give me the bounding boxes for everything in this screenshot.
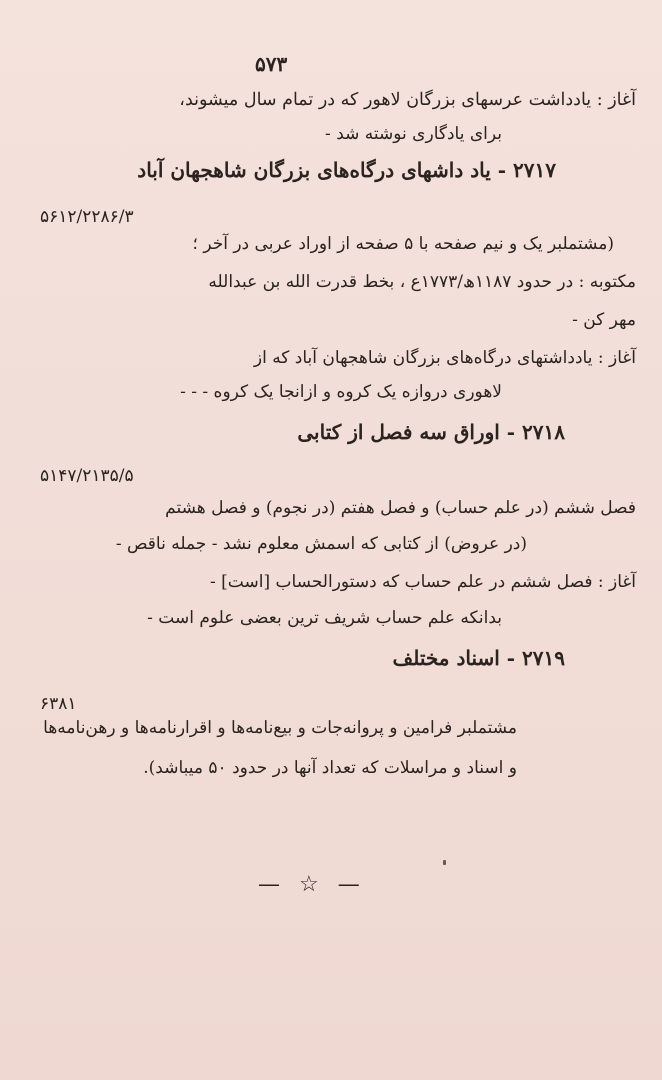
text-line: مهر کن - — [572, 310, 636, 330]
text-line: (در عروض) از کتابی که اسمش معلوم نشد - جمله ناقص - — [115, 534, 527, 554]
shelf-number: ۵۶۱۲/۲۲۸۶/۳ — [40, 207, 134, 227]
description-line: (مشتملبر یک و نیم صفحه با ۵ صفحه از اوراد عربی در آخر ؛ — [192, 234, 614, 254]
star-ornament: — ☆ — — [258, 872, 366, 897]
ink-speck — [443, 860, 446, 865]
entry-heading: ۲۷۱۸ - اوراق سه فصل از کتابی — [297, 420, 565, 444]
description-line: فصل ششم (در علم حساب) و فصل هفتم (در نجوم) و فصل هشتم — [165, 498, 636, 518]
incipit-line: آغاز : یادداشت عرسهای بزرگان لاهور که در تمام سال میشوند، — [179, 90, 636, 110]
text-line: برای یادگاری نوشته شد - — [325, 124, 502, 144]
incipit-line: آغاز : یادداشتهای درگاه‌های بزرگان شاهجهان آباد که از — [253, 348, 636, 368]
shelf-number: ۵۱۴۷/۲۱۳۵/۵ — [40, 466, 134, 486]
incipit-line: آغاز : فصل ششم در علم حساب که دستورالحساب [است] - — [210, 572, 636, 592]
description-line: مشتملبر فرامین و پروانه‌جات و بیع‌نامه‌ها و اقرارنامه‌ها و رهن‌نامه‌ها — [43, 718, 517, 738]
entry-heading: ۲۷۱۷ - یاد داشهای درگاه‌های بزرگان شاهجهان آباد — [137, 158, 556, 182]
text-line: بدانکه علم حساب شریف ترین بعضی علوم است - — [147, 608, 502, 628]
page-number: ۵۷۳ — [255, 52, 288, 76]
entry-heading: ۲۷۱۹ - اسناد مختلف — [392, 646, 565, 670]
shelf-number: ۶۳۸۱ — [40, 694, 77, 714]
copied-line: مکتوبه : در حدود ۱۱۸۷ھ/۱۷۷۳ع ، بخط قدرت الله بن عبدالله — [208, 272, 636, 292]
text-line: و اسناد و مراسلات که تعداد آنها در حدود ۵۰ میباشد). — [143, 758, 517, 778]
text-line: لاهوری دروازه یک کروه و ازانجا یک کروه - - - — [180, 382, 502, 402]
